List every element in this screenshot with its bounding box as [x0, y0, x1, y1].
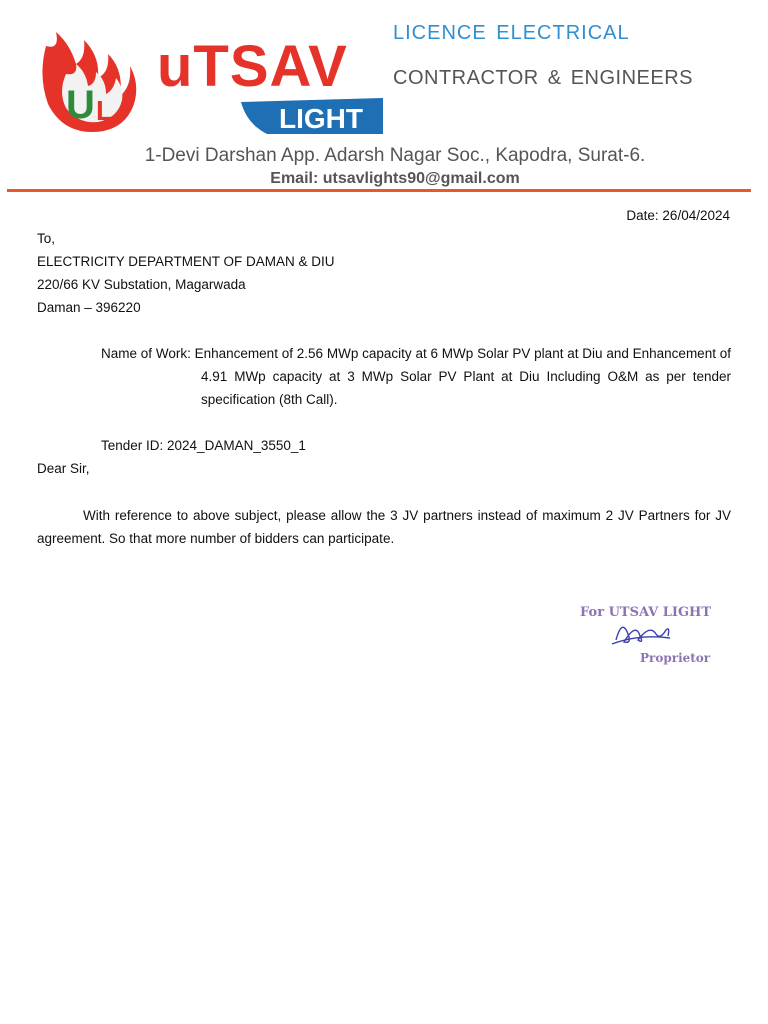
logo-emblem: [36, 26, 138, 136]
tagline-line1: LICENCE ELECTRICAL: [393, 22, 630, 44]
recipient-line: 220/66 KV Substation, Magarwada: [37, 277, 246, 292]
svg-text:For UTSAV LIGHT: For UTSAV LIGHT: [580, 605, 711, 620]
letter-date: Date: 26/04/2024: [626, 208, 730, 223]
svg-text:Proprietor: Proprietor: [640, 651, 711, 665]
recipient-line: Daman – 396220: [37, 300, 141, 315]
tender-id: Tender ID: 2024_DAMAN_3550_1: [101, 438, 306, 453]
name-of-work-text: Name of Work: Enhancement of 2.56 MWp capacity at 6 MWp Solar PV plant at Diu and Enhancement of 4.91 MWp capacity at 3 MWp Solar PV Plant at Diu Including O&M as per tender specification (8th Call).: [101, 346, 731, 407]
signature-stamp: [578, 600, 728, 670]
company-address: 1-Devi Darshan App. Adarsh Nagar Soc., Kapodra, Surat-6.: [144, 145, 646, 166]
svg-text:U: U: [66, 83, 95, 127]
recipient-line: ELECTRICITY DEPARTMENT OF DAMAN & DIU: [37, 254, 335, 269]
letter-body-paragraph: With reference to above subject, please allow the 3 JV partners instead of maximum 2 JV Partners for JV agreement. So that more number of bidders can participate.: [37, 508, 731, 546]
svg-text:uTSAV: uTSAV: [157, 34, 348, 99]
tagline-line2: CONTRACTOR & ENGINEERS: [393, 67, 693, 89]
header-divider: [7, 189, 751, 192]
logo-wordmark: [155, 28, 385, 136]
company-email: Email: utsavlights90@gmail.com: [270, 170, 520, 187]
recipient-block: [37, 227, 335, 319]
salutation: Dear Sir,: [37, 461, 90, 476]
recipient-line: To,: [37, 231, 56, 246]
svg-text:LIGHT: LIGHT: [279, 103, 363, 134]
name-of-work: [101, 342, 731, 411]
svg-text:L: L: [96, 95, 114, 126]
